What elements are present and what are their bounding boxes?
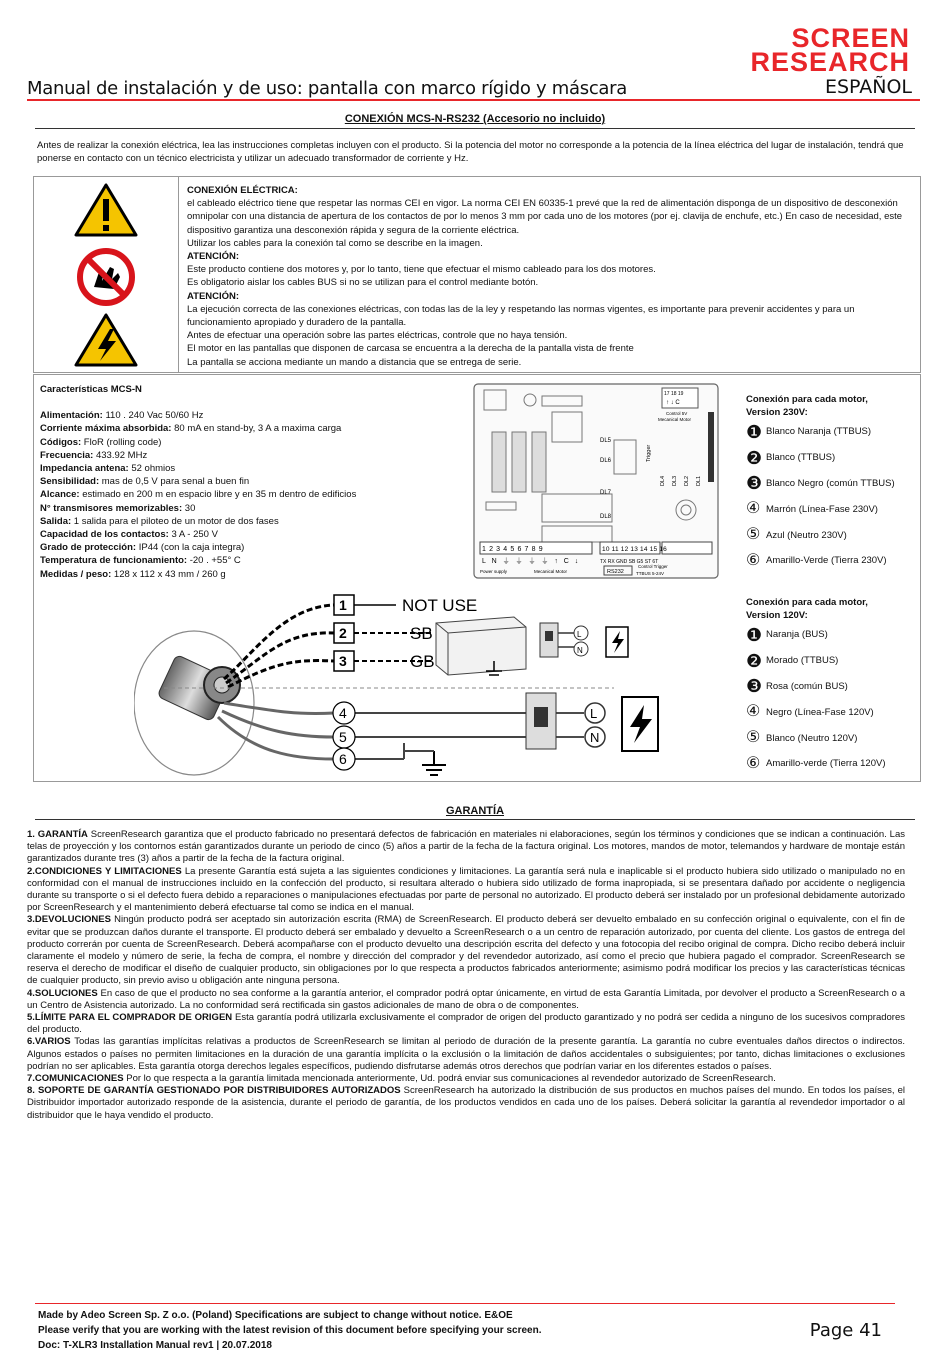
footer-divider bbox=[35, 1303, 895, 1304]
warning-icons-column bbox=[34, 177, 179, 372]
number-icon: ❸ bbox=[746, 676, 763, 697]
large-power-source-icon bbox=[622, 697, 658, 751]
spec-row: Impedancia antena: 52 ohmios bbox=[40, 463, 176, 475]
warranty-clause: 1. GARANTÍA ScreenResearch garantiza que el producto fabricado no presentará defectos de fabricación en materiales ni elaboraciones, según los términos y condiciones que se indican a continuación. Las telas de proyección y los contornos están garantizados durante un periodo de cinco (5) años a partir de la fecha de la factura original. Los motores, mandos de motor, telemandos y hardware de montaje están garantizados durante tres (3) años a partir de la fecha de la factura original. bbox=[27, 829, 905, 865]
list-item: ❶ Blanco Naranja (TTBUS) bbox=[746, 421, 872, 442]
warranty-clause: 2.CONDICIONES Y LIMITACIONES La presente Garantía está sujeta a las siguientes condiciones y limitaciones. La garantía será nula e inaplicable si el producto hubiera sido utilizado o manipulado no en conformidad con el manual de instrucciones incluido en la confección del producto, si resultara alterado o hubiera sido utilizado de forma inapropiada, si se presentara dañado por accidente o negligencia durante su transporte o si el defecto fuera debido a reparaciones o manipulaciones efectuadas por parte de personal no autorizado. El producto deberá ser instalado por un profesional debidamente autorizado por ScreenResearch y el mantenimiento deberá efectuarse tal como se indica en el manual. bbox=[27, 865, 906, 914]
wire-label-6: 6 bbox=[339, 751, 347, 767]
gb-label: GB bbox=[410, 652, 435, 671]
conn-120-subtitle: Version 120V: bbox=[746, 610, 808, 621]
board-top-arrows: ↑ ↓ C bbox=[666, 400, 680, 406]
warranty-clause: 8. SOPORTE DE GARANTÍA GESTIONADO POR DISTRIBUIDORES AUTORIZADOS ScreenResearch ha autorizado la distribución de sus productos en muchos países del mundo. En todos los países, el Distribuidor importador autorizado responde de la asistencia, durante el periodo de garantía, de los productos vendidos en cada uno de los países. Deberá solicitar la garantía al revendedor importador o al distribuidor que le haya vendido el producto. bbox=[27, 1085, 905, 1121]
electrical-connection-text bbox=[187, 184, 912, 369]
spec-row: Alimentación: 110 . 240 Vac 50/60 Hz bbox=[40, 410, 204, 422]
spec-row: Salida: 1 salida para el piloteo de un motor de dos fases bbox=[40, 515, 279, 527]
footer bbox=[38, 1308, 541, 1353]
list-item: ⑤ Azul (Neutro 230V) bbox=[746, 526, 847, 544]
electrical-paragraph: El motor en las pantallas que disponen de carcasa se encuentra a la derecha de la pantalla vista de frente bbox=[187, 343, 634, 355]
wiring-diagram bbox=[134, 593, 734, 779]
list-item: ⑥ Amarillo-verde (Tierra 120V) bbox=[746, 754, 886, 772]
section-divider bbox=[35, 128, 915, 129]
section-title-warranty: GARANTÍA bbox=[445, 805, 505, 817]
wire-label-5: 5 bbox=[339, 729, 347, 745]
electrical-paragraph: Antes de efectuar una operación sobre las partes eléctricas, controle que no haya tensión. bbox=[187, 330, 568, 342]
list-item: ④ Negro (Línea-Fase 120V) bbox=[746, 703, 874, 721]
number-icon: ❷ bbox=[746, 447, 763, 468]
list-item: ❸ Blanco Negro (común TTBUS) bbox=[746, 473, 895, 494]
board-label-dl8: DL8 bbox=[600, 514, 612, 520]
section-title-connection: CONEXIÓN MCS-N-RS232 (Accesorio no incluido) bbox=[344, 113, 606, 125]
wire-label-3: 3 bbox=[339, 653, 347, 669]
number-icon: ④ bbox=[746, 703, 761, 721]
small-l-label: L bbox=[577, 630, 582, 639]
conn-120-title: Conexión para cada motor, bbox=[746, 597, 868, 608]
conn-230-title: Conexión para cada motor, bbox=[746, 394, 868, 405]
connection-230v-list bbox=[746, 393, 916, 574]
spec-row: Capacidad de los contactos: 3 A - 250 V bbox=[40, 529, 218, 541]
motor-tube-icon bbox=[134, 631, 254, 775]
small-breaker-icon bbox=[540, 623, 558, 657]
control-board-diagram bbox=[472, 382, 722, 582]
board-control-5v: Control 5V bbox=[666, 411, 688, 416]
number-icon: ⑤ bbox=[746, 729, 761, 747]
electrical-paragraph: La pantalla se acciona mediante un mando a distancia que se entrega de serie. bbox=[187, 356, 522, 368]
board-motor-label: Mecanical Motor bbox=[534, 569, 568, 574]
spec-row: Medidas / peso: 128 x 112 x 43 mm / 260 g bbox=[40, 568, 226, 580]
number-icon: ⑤ bbox=[746, 526, 761, 544]
warranty-text bbox=[27, 829, 905, 1122]
warranty-clause: 3.DEVOLUCIONES Ningún producto podrá ser aceptado sin autorización escrita (RMA) de ScreenResearch. El producto deberá ser devuelto embalado en su confección original o equivalente, con el fin de evitar que se produzcan daños durante el transporte. El producto deberá ser embalado y devuelto a ScreenResearch o a un centro de reparación autorizado, por cuenta del cliente. Los gastos de entrega del producto correrán por cuenta de ScreenResearch. Deberá acompañarse con el producto devuelto una descripción escrita del defecto y una fotocopia del recibo original de compra. Dicho recibo deberá incluir claramente el modelo y número de serie, la fecha de compra, el nombre y dirección del comprador y del revendedor autorizado, así como el precio que hubiera pagado el comprador. ScreenResearch se reserva el derecho de modificar el diseño de cualquier producto, sin obligaciones por lo que respecta a productos fabricados anteriormente; asimismo podrá modificar los precios y las características técnicas de cualquier producto, sin previo aviso u obligación ante ninguna persona. bbox=[27, 914, 905, 987]
page-title: Manual de instalación y de uso: pantalla con marco rígido y máscara bbox=[27, 78, 627, 99]
board-label-dl7: DL7 bbox=[600, 490, 612, 496]
spec-row: Frecuencia: 433.92 MHz bbox=[40, 449, 148, 461]
electrical-paragraph: Utilizar los cables para la conexión tal como se describe en la imagen. bbox=[187, 237, 483, 249]
board-pins-left: 123456789 bbox=[482, 546, 546, 553]
list-item: ❶ Naranja (BUS) bbox=[746, 624, 828, 645]
junction-box-icon bbox=[436, 617, 526, 675]
footer-line: Please verify that you are working with the latest revision of this document before specifying your screen. bbox=[38, 1325, 542, 1336]
board-label-dl4: DL4 bbox=[660, 475, 666, 486]
board-ttbus-label: TTBUS 5-24V bbox=[636, 571, 665, 576]
warranty-clause: 6.VARIOS Todas las garantías implícitas relativas a productos de ScreenResearch se limitan al periodo de duración de la presente garantía. La garantía no cubre eventuales daños directos o indirectos. Algunos estados o países no permiten limitaciones en la duración de una garantía implícita o la exclusión o la limitación de daños accidentales o subsiguientes; por tanto, dichas limitaciones o exclusiones podrían no ser aplicables. Esta garantía otorga derechos legales específicos, pudiendo disfrutarse además otros derechos que podrían variar en los diferentes estados o países. bbox=[27, 1036, 905, 1072]
spec-row: Temperatura de funcionamiento: -20 . +55° C bbox=[40, 555, 241, 567]
footer-line: Made by Adeo Screen Sp. Z o.o. (Poland) Specifications are subject to change without notice. E&OE bbox=[38, 1310, 513, 1321]
section-divider bbox=[35, 819, 915, 820]
specs-title: Características MCS-N bbox=[40, 384, 142, 395]
list-item: ❷ Morado (TTBUS) bbox=[746, 650, 839, 671]
specs-list bbox=[40, 383, 460, 581]
header-divider bbox=[27, 99, 920, 101]
number-icon: ⑥ bbox=[746, 551, 761, 569]
electrical-heading: CONEXIÓN ELÉCTRICA: bbox=[187, 185, 298, 196]
board-label-dl5: DL5 bbox=[600, 438, 612, 444]
large-n-label: N bbox=[590, 730, 600, 745]
specs-and-wiring-box bbox=[33, 374, 921, 782]
warranty-clause: 4.SOLUCIONES En caso de que el producto no sea conforme a la garantía anterior, el comprador podrá optar únicamente, en virtud de esta Garantía Limitada, por devolver el producto a ScreenResearch o a un Centro de Asistencia autorizado. La no conformidad será rectificada sin gastos adicionales de mano de obra o de componentes. bbox=[27, 987, 905, 1011]
small-n-label: N bbox=[577, 646, 583, 655]
attention-heading: ATENCIÓN: bbox=[187, 290, 240, 302]
spec-row: Alcance: estimado en 200 m en espacio libre y en 35 m dentro de edificios bbox=[40, 489, 357, 501]
conn-230-subtitle: Version 230V: bbox=[746, 407, 808, 418]
number-icon: ❸ bbox=[746, 473, 763, 494]
list-item: ⑥ Amarillo-Verde (Tierra 230V) bbox=[746, 551, 887, 569]
board-pins-right: 10 11 12 13 14 15 16 bbox=[602, 546, 667, 553]
electrical-warning-box bbox=[33, 176, 921, 373]
number-icon: ❷ bbox=[746, 650, 763, 671]
brand-logo bbox=[750, 23, 910, 77]
sb-label: SB bbox=[410, 624, 433, 643]
footer-line: Doc: T-XLR3 Installation Manual rev1 | 20.07.2018 bbox=[38, 1340, 272, 1351]
large-breaker-icon bbox=[526, 693, 556, 749]
board-label-dl2: DL2 bbox=[684, 475, 690, 486]
list-item: ④ Marrón (Línea-Fase 230V) bbox=[746, 500, 878, 518]
warranty-clause: 7.COMUNICACIONES Por lo que respecta a la garantía limitada mencionada anteriormente, Ud. podrá enviar sus comunicaciones al revendedor autorizado de ScreenResearch. bbox=[27, 1073, 776, 1085]
small-power-source-icon bbox=[606, 627, 628, 657]
board-control-motor: Mecanical Motor bbox=[658, 417, 692, 422]
board-label-dl6: DL6 bbox=[600, 458, 612, 464]
electrical-paragraph: La ejecución correcta de las conexiones eléctricas, con todas las de la ley y respetando las normas vigentes, es importante para prevenir accidentes y para un funcionamiento apropiado y duradero de la pantalla. bbox=[187, 303, 855, 329]
board-top-pins: 17 18 19 bbox=[664, 391, 684, 397]
spec-row: Grado de protección: IP44 (con la caja integra) bbox=[40, 542, 245, 554]
logo-line-1: SCREEN bbox=[791, 23, 910, 53]
logo-line-2: RESEARCH bbox=[750, 47, 910, 77]
list-item: ⑤ Blanco (Neutro 120V) bbox=[746, 729, 858, 747]
electrical-paragraph: Este producto contiene dos motores y, por lo tanto, tiene que efectuar el mismo cableado para los dos motores. bbox=[187, 264, 656, 276]
connection-120v-list bbox=[746, 596, 916, 777]
warranty-clause: 5.LÍMITE PARA EL COMPRADOR DE ORIGEN Esta garantía podrá utilizarla exclusivamente el comprador de origen del producto garantizado y no podrá ser cedida a ninguno de los sucesivos compradores del producto. bbox=[27, 1012, 905, 1036]
electrical-paragraph: Es obligatorio aislar los cables BUS si no se utilizan para el control mediante botón. bbox=[187, 277, 539, 289]
board-pins-right-labels: TX RX GND SB G5 ST 6T bbox=[600, 559, 659, 565]
no-touch-icon bbox=[80, 251, 132, 303]
board-label-dl3: DL3 bbox=[672, 475, 678, 486]
ground-symbol-icon bbox=[422, 751, 446, 775]
spec-row: N° transmisores memorizables: 30 bbox=[40, 502, 196, 514]
spec-row: Sensibilidad: mas de 0,5 V para senal a buen fin bbox=[40, 476, 250, 488]
high-voltage-icon bbox=[76, 315, 136, 365]
number-icon: ⑥ bbox=[746, 754, 761, 772]
wire-label-1: 1 bbox=[339, 597, 347, 613]
spec-row: Corriente máxima absorbida: 80 mA en stand-by, 3 A a maxima carga bbox=[40, 423, 342, 435]
list-item: ❸ Rosa (común BUS) bbox=[746, 676, 848, 697]
page-number: Page 41 bbox=[809, 1320, 882, 1341]
number-icon: ❶ bbox=[746, 421, 763, 442]
language-label: ESPAÑOL bbox=[824, 76, 912, 98]
board-label-dl1: DL1 bbox=[696, 475, 702, 486]
not-use-label: NOT USE bbox=[402, 596, 478, 615]
spec-row: Códigos: FloR (rolling code) bbox=[40, 436, 162, 448]
large-l-label: L bbox=[590, 706, 598, 721]
number-icon: ❶ bbox=[746, 624, 763, 645]
wire-label-2: 2 bbox=[339, 625, 347, 641]
attention-heading: ATENCIÓN: bbox=[187, 251, 240, 263]
board-pins-left-labels: L N ⏚ ⏚ ⏚ ⏚ ↑ C ↓ bbox=[482, 558, 581, 565]
wire-label-4: 4 bbox=[339, 705, 347, 721]
board-label-trigger: Trigger bbox=[646, 444, 652, 462]
board-control-trigger-label: Control Trigger bbox=[638, 564, 668, 569]
board-rs232-label: RS232 bbox=[607, 569, 624, 575]
list-item: ❷ Blanco (TTBUS) bbox=[746, 447, 836, 468]
electrical-paragraph: el cableado eléctrico tiene que respetar las normas CEI en vigor. La norma CEI EN 60335-1 prevé que la red de alimentación disponga de un dispositivo de desconexión omnipolar con una distancia de apertura de los contactos de por lo menos 3 mm por cada uno de los motores (por ej. clavija de enchufe, etc.) En caso de necesidad, este dispositivo garantiza una desconexión rápida y segura de la corriente eléctrica. bbox=[187, 198, 903, 236]
intro-paragraph: Antes de realizar la conexión eléctrica, lea las instrucciones completas incluyen con el producto. Si la potencia del motor no corresponde a la potencia de la línea eléctrica del lugar de instalación, tendrá que ponerse en contacto con un técnico electricista y utilizar un adecuado transformador de corriente y Hz. bbox=[37, 140, 904, 164]
board-power-supply-label: Power supply bbox=[480, 569, 508, 574]
number-icon: ④ bbox=[746, 500, 761, 518]
warning-triangle-icon bbox=[76, 185, 136, 235]
